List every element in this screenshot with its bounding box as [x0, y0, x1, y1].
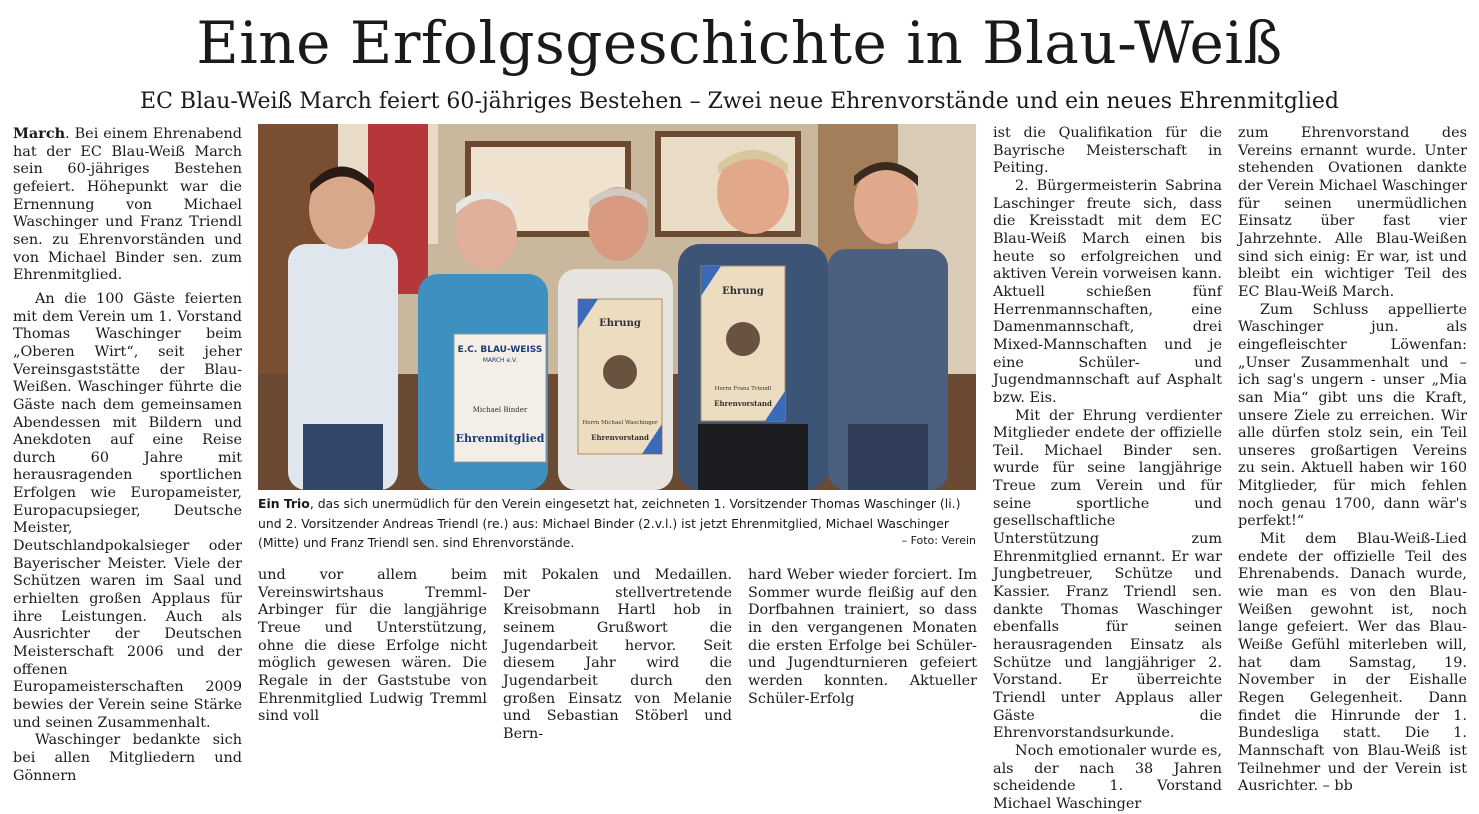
- column-3: [503, 567, 732, 744]
- caption-text: , das sich unermüdlich für den Verein eingesetzt hat, zeichneten 1. Vorsitzender Thomas Waschinger (li.) und 2. Vorsitzender Andreas Triendl (re.) aus: Michael Binder (2.v.l.) ist jetzt Ehrenmitglied, Michael Waschinger (Mitte) und Franz Triendl sen. sind Ehrenvorstände.: [258, 496, 961, 550]
- paragraph: Mit der Ehrung verdienter Mitglieder endete der offizielle Teil. Michael Binder sen. wurde für seine langjährige Treue zum Verein und für seine sportliche und gesellschaftliche Unterstützung zum Ehrenmitglied ernannt. Er war Jungbetreuer, Schütze und Kassier. Franz Triendl sen. dankte Thomas Waschinger ebenfalls für seinen herausragenden Einsatz als Schütze und langjähriger 2. Vorstand. Er überreichte Triendl unter Applaus aller Gäste die Ehrenvorstandsurkunde.: [993, 407, 1222, 742]
- certificate-text: Michael Binder: [472, 406, 528, 414]
- dateline: March: [13, 125, 66, 142]
- column-4: [748, 567, 977, 708]
- paragraph: An die 100 Gäste feierten mit dem Verein um 1. Vorstand Thomas Waschinger beim „Oberen Wirt“, seit jeher Vereinsgaststätte der Blau-Weißen. Waschinger führte die Gäste nach dem gemeinsamen Abendessen mit Bildern und Anekdoten auf eine Reise durch 60 Jahre mit herausragenden sportlichen Erfolgen wie Europameister, Europacupsieger, Deutsche Meister, Deutschlandpokalsieger oder Bayerischer Meister. Viele der Schützen waren im Saal und erhielten großen Applaus für ihre Leistungen. Auch als Ausrichter der Deutschen Meisterschaft 2006 und der offenen Europameisterschaften 2009 bewies der Verein seine Stärke und seinen Zusammenhalt.: [13, 290, 242, 731]
- certificate-text: Ehrung: [722, 286, 764, 297]
- headline: Eine Erfolgsgeschichte in Blau-Weiß: [196, 9, 1283, 77]
- certificate-text: Ehrung: [599, 318, 641, 329]
- paragraph: Zum Schluss appellierte Waschinger jun. als eingefleischter Löwenfan: „Unser Zusammenhalt und – ich sag's ungern - unser „Mia san Mia“ gibt uns die Kraft, unsere Ziele zu erreichen. Wir alle dürfen stolz sein, ein Teil unseres großartigen Vereins zu sein. Aktuell haben wir 160 Mitglieder, für mich fehlen noch genau 1700, dann wär's perfekt!“: [1238, 301, 1467, 530]
- paragraph: zum Ehrenvorstand des Vereins ernannt wurde. Unter stehenden Ovationen dankte der Verein Michael Waschinger für seinen unermüdlichen Einsatz über fast vier Jahrzehnte. Alle Blau-Weißen sind sich einig: Er war, ist und bleibt ein wichtiger Teil des EC Blau-Weiß March.: [1238, 125, 1467, 300]
- certificate-text: MARCH e.V.: [482, 357, 518, 364]
- certificate-text: Herrn Franz Triendl: [714, 386, 772, 392]
- paragraph: Mit dem Blau-Weiß-Lied endete der offizielle Teil des Ehrenabends. Danach wurde, wie man es von den Blau-Weißen gewohnt ist, noch lange gefeiert. Wer das Blau-Weiße Gefühl miterleben will, hat dam Samstag, 19. November in der Eishalle Regen Gelegenheit. Dann findet die Hinrunde der 1. Bundesliga statt. Die 1. Mannschaft von Blau-Weiß ist Teilnehmer und der Verein ist Ausrichter. – bb: [1238, 531, 1467, 795]
- column-5: [993, 125, 1222, 814]
- article-photo: [258, 124, 976, 490]
- certificate-ehrenmitglied: [454, 334, 546, 462]
- paragraph: 2. Bürgermeisterin Sabrina Laschinger freute sich, dass die Kreisstadt mit dem EC Blau-Weiß March einen bis heute so erfolgreichen und aktiven Verein vorweisen kann. Aktuell schießen fünf Herrenmannschaften, eine Damenmannschaft, drei Mixed-Mannschaften und je eine Schüler- und Jugendmannschaft auf Asphalt bzw. Eis.: [993, 177, 1222, 406]
- paragraph: Noch emotionaler wurde es, als der nach 38 Jahren scheidende 1. Vorstand Michael Waschinger: [993, 742, 1222, 812]
- paragraph: ist die Qualifikation für die Bayrische Meisterschaft in Peiting.: [993, 125, 1222, 177]
- certificate-ehrenvorstand-2: [701, 266, 785, 421]
- paragraph: Waschinger bedankte sich bei allen Mitgliedern und Gönnern: [13, 732, 242, 784]
- certificate-text: Ehrenvorstand: [591, 433, 649, 442]
- certificate-ehrenvorstand-1: [578, 299, 662, 454]
- certificate-text: Ehrenmitglied: [455, 432, 545, 445]
- paragraph: und vor allem beim Vereinswirtshaus Tremml-Arbinger für die langjährige Treue und Unterstützung, ohne die diese Erfolge nicht möglich gewesen wären. Die Regale in der Gaststube von Ehrenmitglied Ludwig Tremml sind voll: [258, 567, 487, 725]
- certificate-text: Ehrenvorstand: [714, 399, 772, 408]
- paragraph: mit Pokalen und Medaillen. Der stellvertretende Kreisobmann Hartl hob in seinem Grußwort die Jugendarbeit hervor. Seit diesem Jahr wird die Jugendarbeit durch den großen Einsatz von Melanie und Sebastian Stöberl und Bern-: [503, 567, 732, 742]
- column-1: [13, 125, 242, 785]
- column-2: [258, 567, 487, 726]
- subheadline: EC Blau-Weiß March feiert 60-jähriges Bestehen – Zwei neue Ehrenvorstände und ein neues Ehrenmitglied: [140, 89, 1339, 114]
- caption-lead: Ein Trio: [258, 496, 310, 511]
- group-photo-illustration: [258, 124, 976, 490]
- paragraph: . Bei einem Ehrenabend hat der EC Blau-Weiß March sein 60-jähriges Bestehen gefeiert. Höhepunkt war die Ernennung von Michael Waschinger und Franz Triendl sen. zu Ehrenvorständen und von Michael Binder sen. zum Ehrenmitglied.: [13, 126, 242, 284]
- paragraph: hard Weber wieder forciert. Im Sommer wurde fleißig auf den Dorfbahnen trainiert, so dass in den vergangenen Monaten die ersten Erfolge bei Schüler- und Jugendturnieren gefeiert werden konnten. Aktueller Schüler-Erfolg: [748, 567, 977, 707]
- photo-caption: [258, 494, 976, 550]
- certificate-text: Herrn Michael Waschinger: [582, 420, 658, 426]
- photo-credit: – Foto: Verein: [901, 533, 976, 547]
- column-6: [1238, 125, 1467, 796]
- certificate-text: E.C. BLAU-WEISS: [457, 345, 543, 355]
